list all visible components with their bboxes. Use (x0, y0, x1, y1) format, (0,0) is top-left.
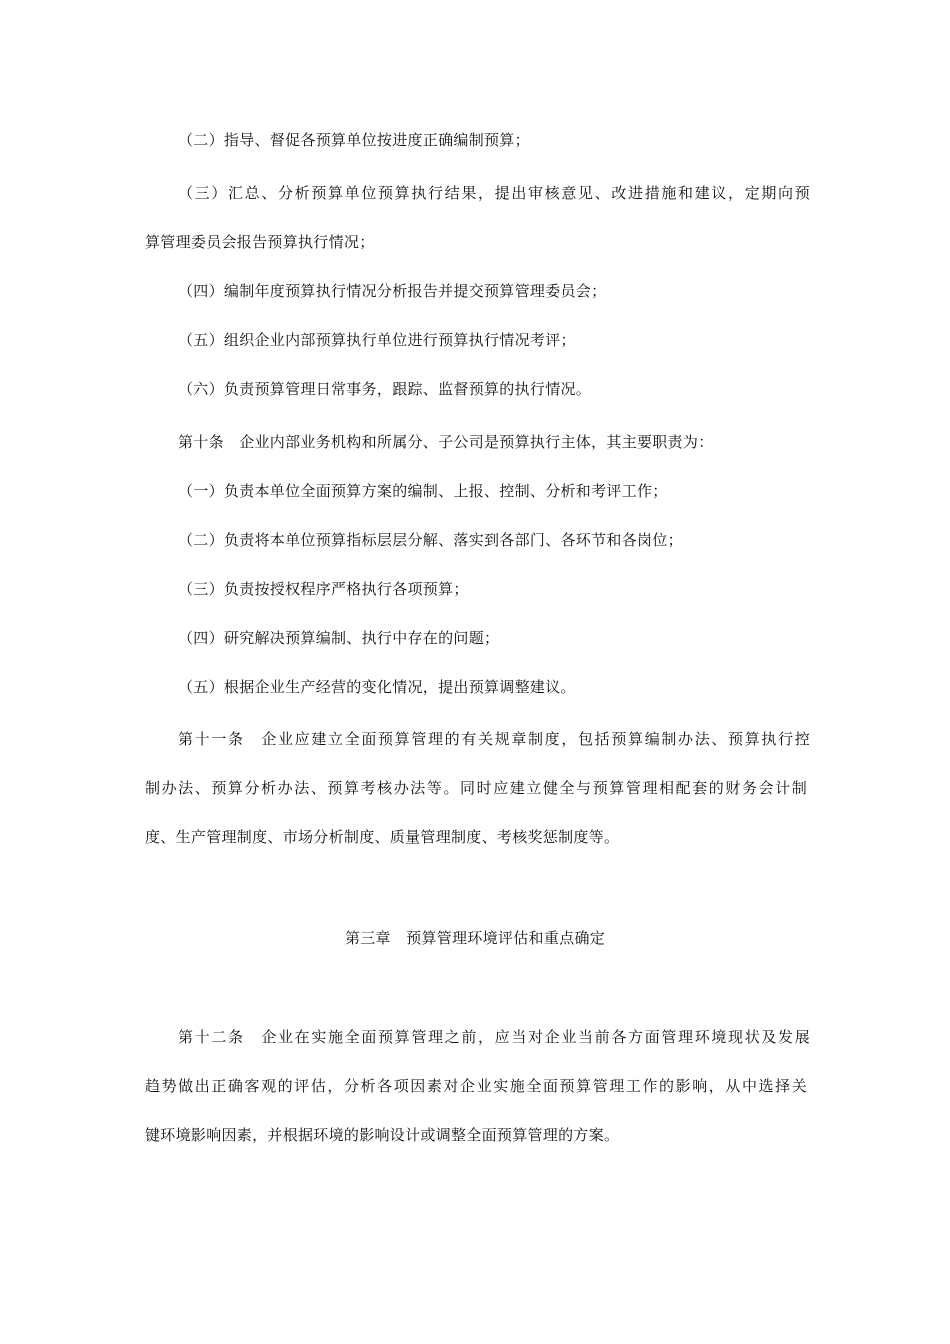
chapter-title: 第三章 预算管理环境评估和重点确定 (344, 929, 606, 947)
text-line: 度、生产管理制度、市场分析制度、质量管理制度、考核奖惩制度等。 (145, 828, 620, 846)
text-line: （四）编制年度预算执行情况分析报告并提交预算管理委员会； (178, 282, 607, 300)
text-line: （五）根据企业生产经营的变化情况，提出预算调整建议。 (178, 678, 576, 696)
text-line: （二）负责将本单位预算指标层层分解、落实到各部门、各环节和各岗位； (178, 531, 683, 549)
text-line: 算管理委员会报告预算执行情况； (145, 233, 375, 251)
text-line: （五）组织企业内部预算执行单位进行预算执行情况考评； (178, 331, 576, 349)
text-line: （二）指导、督促各预算单位按进度正确编制预算； (178, 131, 530, 149)
text-line: 键环境影响因素，并根据环境的影响设计或调整全面预算管理的方案。 (145, 1126, 620, 1144)
article-heading: 第十条 企业内部业务机构和所属分、子公司是预算执行主体，其主要职责为： (178, 433, 714, 451)
text-line: （一）负责本单位全面预算方案的编制、上报、控制、分析和考评工作； (178, 482, 668, 500)
article-heading: 第十一条 企业应建立全面预算管理的有关规章制度，包括预算编制办法、预算执行控 (178, 730, 810, 748)
text-line: 制办法、预算分析办法、预算考核办法等。同时应建立健全与预算管理相配套的财务会计制 (145, 779, 807, 797)
text-line: （六）负责预算管理日常事务，跟踪、监督预算的执行情况。 (178, 380, 592, 398)
text-line: （三）汇总、分析预算单位预算执行结果，提出审核意见、改进措施和建议，定期向预 (178, 184, 810, 202)
text-line: （三）负责按授权程序严格执行各项预算； (178, 580, 469, 598)
text-line: （四）研究解决预算编制、执行中存在的问题； (178, 629, 500, 647)
article-heading: 第十二条 企业在实施全面预算管理之前，应当对企业当前各方面管理环境现状及发展 (178, 1028, 810, 1046)
text-line: 趋势做出正确客观的评估，分析各项因素对企业实施全面预算管理工作的影响，从中选择关 (145, 1077, 807, 1095)
